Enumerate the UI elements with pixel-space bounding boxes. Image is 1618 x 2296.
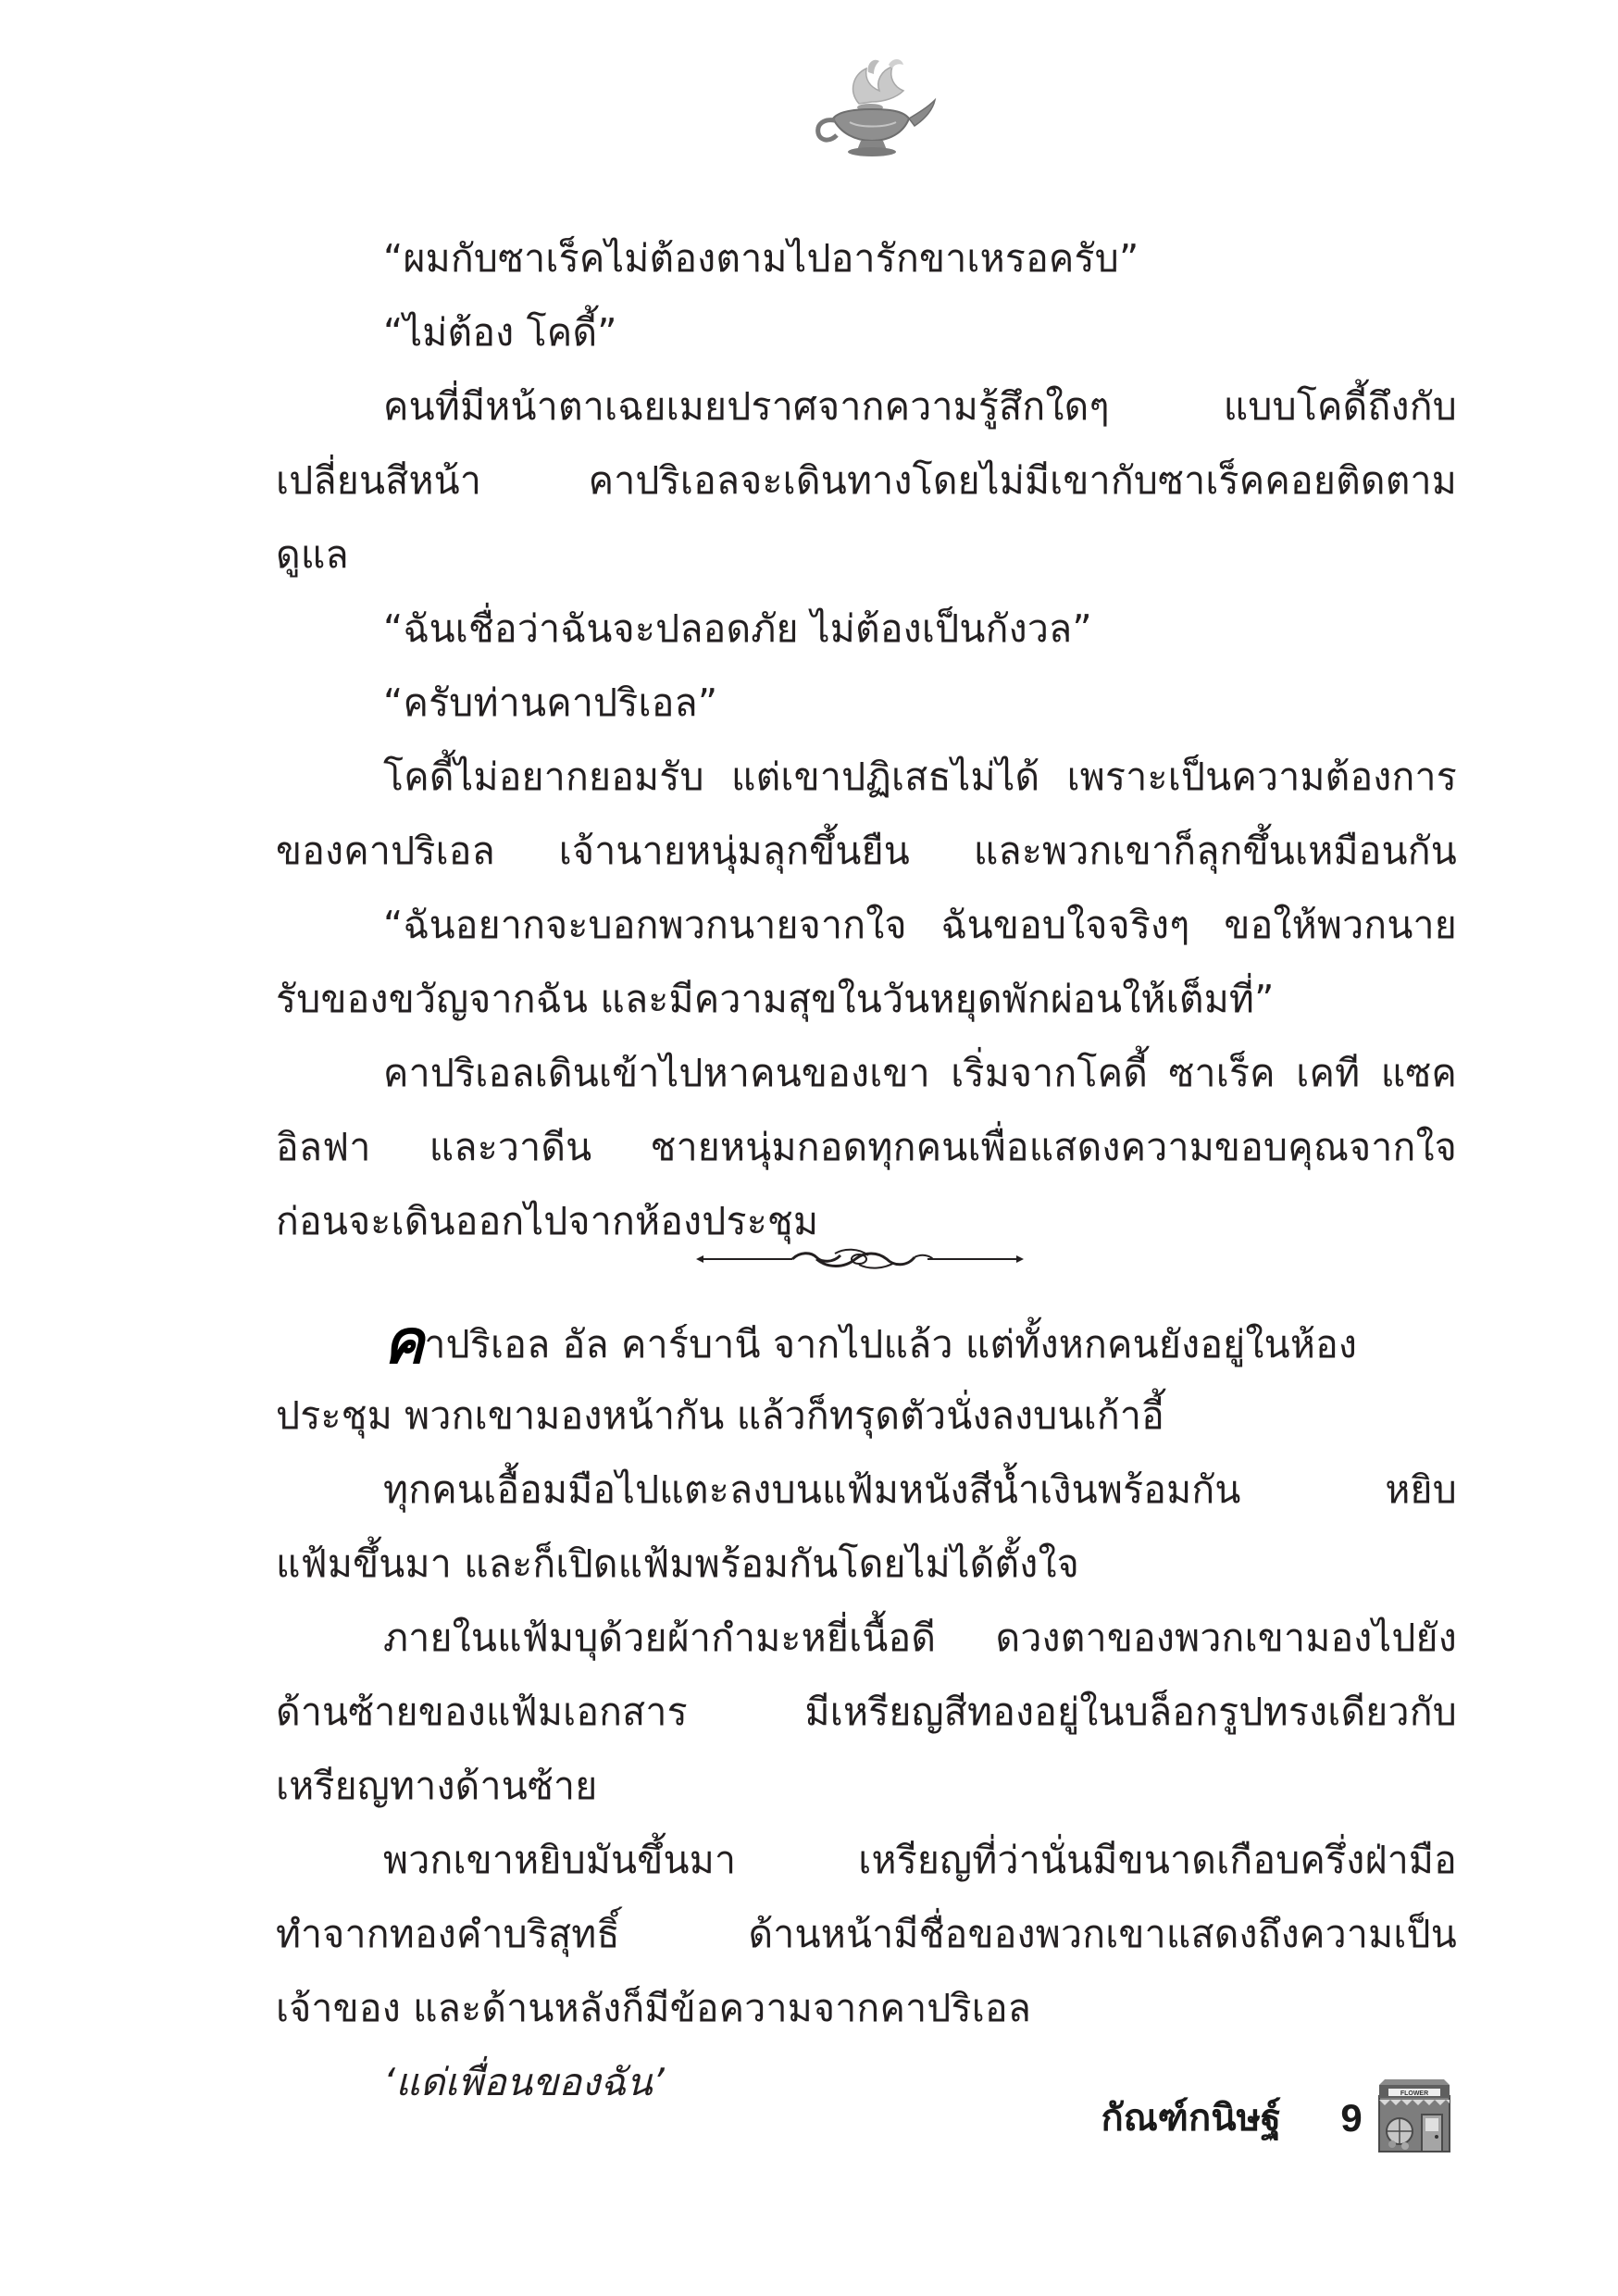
paragraph-line: ภายในแฟ้มบุด้วยผ้ากำมะหยี่เนื้อดี ดวงตาของพวกเขามองไปยัง <box>383 1616 1457 1660</box>
paragraph-line: ดูแล <box>276 532 349 577</box>
book-title: กัณฑ์กนิษฐ์ <box>1101 2097 1281 2140</box>
flourish-divider-icon <box>696 1241 1024 1278</box>
dialogue-line: “ไม่ต้อง โคดี้” <box>383 310 617 355</box>
paragraph-line: ทำจากทองคำบริสุทธิ์ ด้านหน้ามีชื่อของพวกเขาแสดงถึงความเป็น <box>276 1912 1457 1956</box>
dialogue-line: “ครับท่านคาปริเอล” <box>383 680 718 725</box>
paragraph-line: ก่อนจะเดินออกไปจากห้องประชุม <box>276 1199 819 1243</box>
page-number: 9 <box>1340 2096 1363 2140</box>
paragraph-line: ประชุม พวกเขามองหน้ากัน แล้วก็ทรุดตัวนั่งลงบนเก้าอี้ <box>276 1393 1164 1438</box>
paragraph-line: คนที่มีหน้าตาเฉยเมยปราศจากความรู้สึกใดๆ แบบโคดี้ถึงกับ <box>383 384 1457 429</box>
paragraph-line: พวกเขาหยิบมันขึ้นมา เหรียญที่ว่านั่นมีขนาดเกือบครึ่งฝ่ามือ <box>383 1838 1457 1882</box>
shop-sign-text: FLOWER <box>1400 2090 1429 2097</box>
paragraph-line: คาปริเอลเดินเข้าไปหาคนของเขา เริ่มจากโคดี้ ซาเร็ค เคที แซค <box>383 1051 1457 1095</box>
italic-quote-line: ‘แด่เพื่อนของฉัน’ <box>383 2060 666 2104</box>
paragraph-line: เหรียญทางด้านซ้าย <box>276 1764 598 1808</box>
paragraph-line: เจ้าของ และด้านหลังก็มีข้อความจากคาปริเอล <box>276 1986 1032 2030</box>
drop-cap: ค <box>383 1307 425 1376</box>
dialogue-line: รับของขวัญจากฉัน และมีความสุขในวันหยุดพักผ่อนให้เต็มที่” <box>276 977 1275 1021</box>
paragraph-line: ด้านซ้ายของแฟ้มเอกสาร มีเหรียญสีทองอยู่ในบล็อกรูปทรงเดียวกับ <box>276 1690 1457 1734</box>
paragraph-line: โคดี้ไม่อยากยอมรับ แต่เขาปฏิเสธไม่ได้ เพราะเป็นความต้องการ <box>383 755 1457 799</box>
paragraph-line: เปลี่ยนสีหน้า คาปริเอลจะเดินทางโดยไม่มีเขากับซาเร็คคอยติดตาม <box>276 458 1457 503</box>
paragraph-line: ทุกคนเอื้อมมือไปแตะลงบนแฟ้มหนังสีน้ำเงินพร้อมกัน หยิบ <box>383 1467 1457 1512</box>
paragraph-line: แฟ้มขึ้นมา และก็เปิดแฟ้มพร้อมกันโดยไม่ได้ตั้งใจ <box>276 1541 1079 1586</box>
dialogue-line: “ฉันอยากจะบอกพวกนายจากใจ ฉันขอบใจจริงๆ ขอให้พวกนาย <box>383 903 1457 947</box>
paragraph-line-text: าปริเอล อัล คาร์บานี จากไปแล้ว แต่ทั้งหกคนยังอยู่ในห้อง <box>424 1322 1358 1366</box>
paragraph-line: ของคาปริเอล เจ้านายหนุ่มลุกขึ้นยืน และพวกเขาก็ลุกขึ้นเหมือนกัน <box>276 829 1457 873</box>
drop-cap-line <box>383 1307 1457 1376</box>
dialogue-line: “ฉันเชื่อว่าฉันจะปลอดภัย ไม่ต้องเป็นกังวล” <box>383 606 1092 651</box>
dialogue-line: “ผมกับซาเร็คไม่ต้องตามไปอารักขาเหรอครับ” <box>383 236 1139 281</box>
paragraph-line: อิลฟา และวาดีน ชายหนุ่มกอดทุกคนเพื่อแสดงความขอบคุณจากใจ <box>276 1125 1457 1169</box>
flower-shop-icon <box>1375 2078 1453 2155</box>
